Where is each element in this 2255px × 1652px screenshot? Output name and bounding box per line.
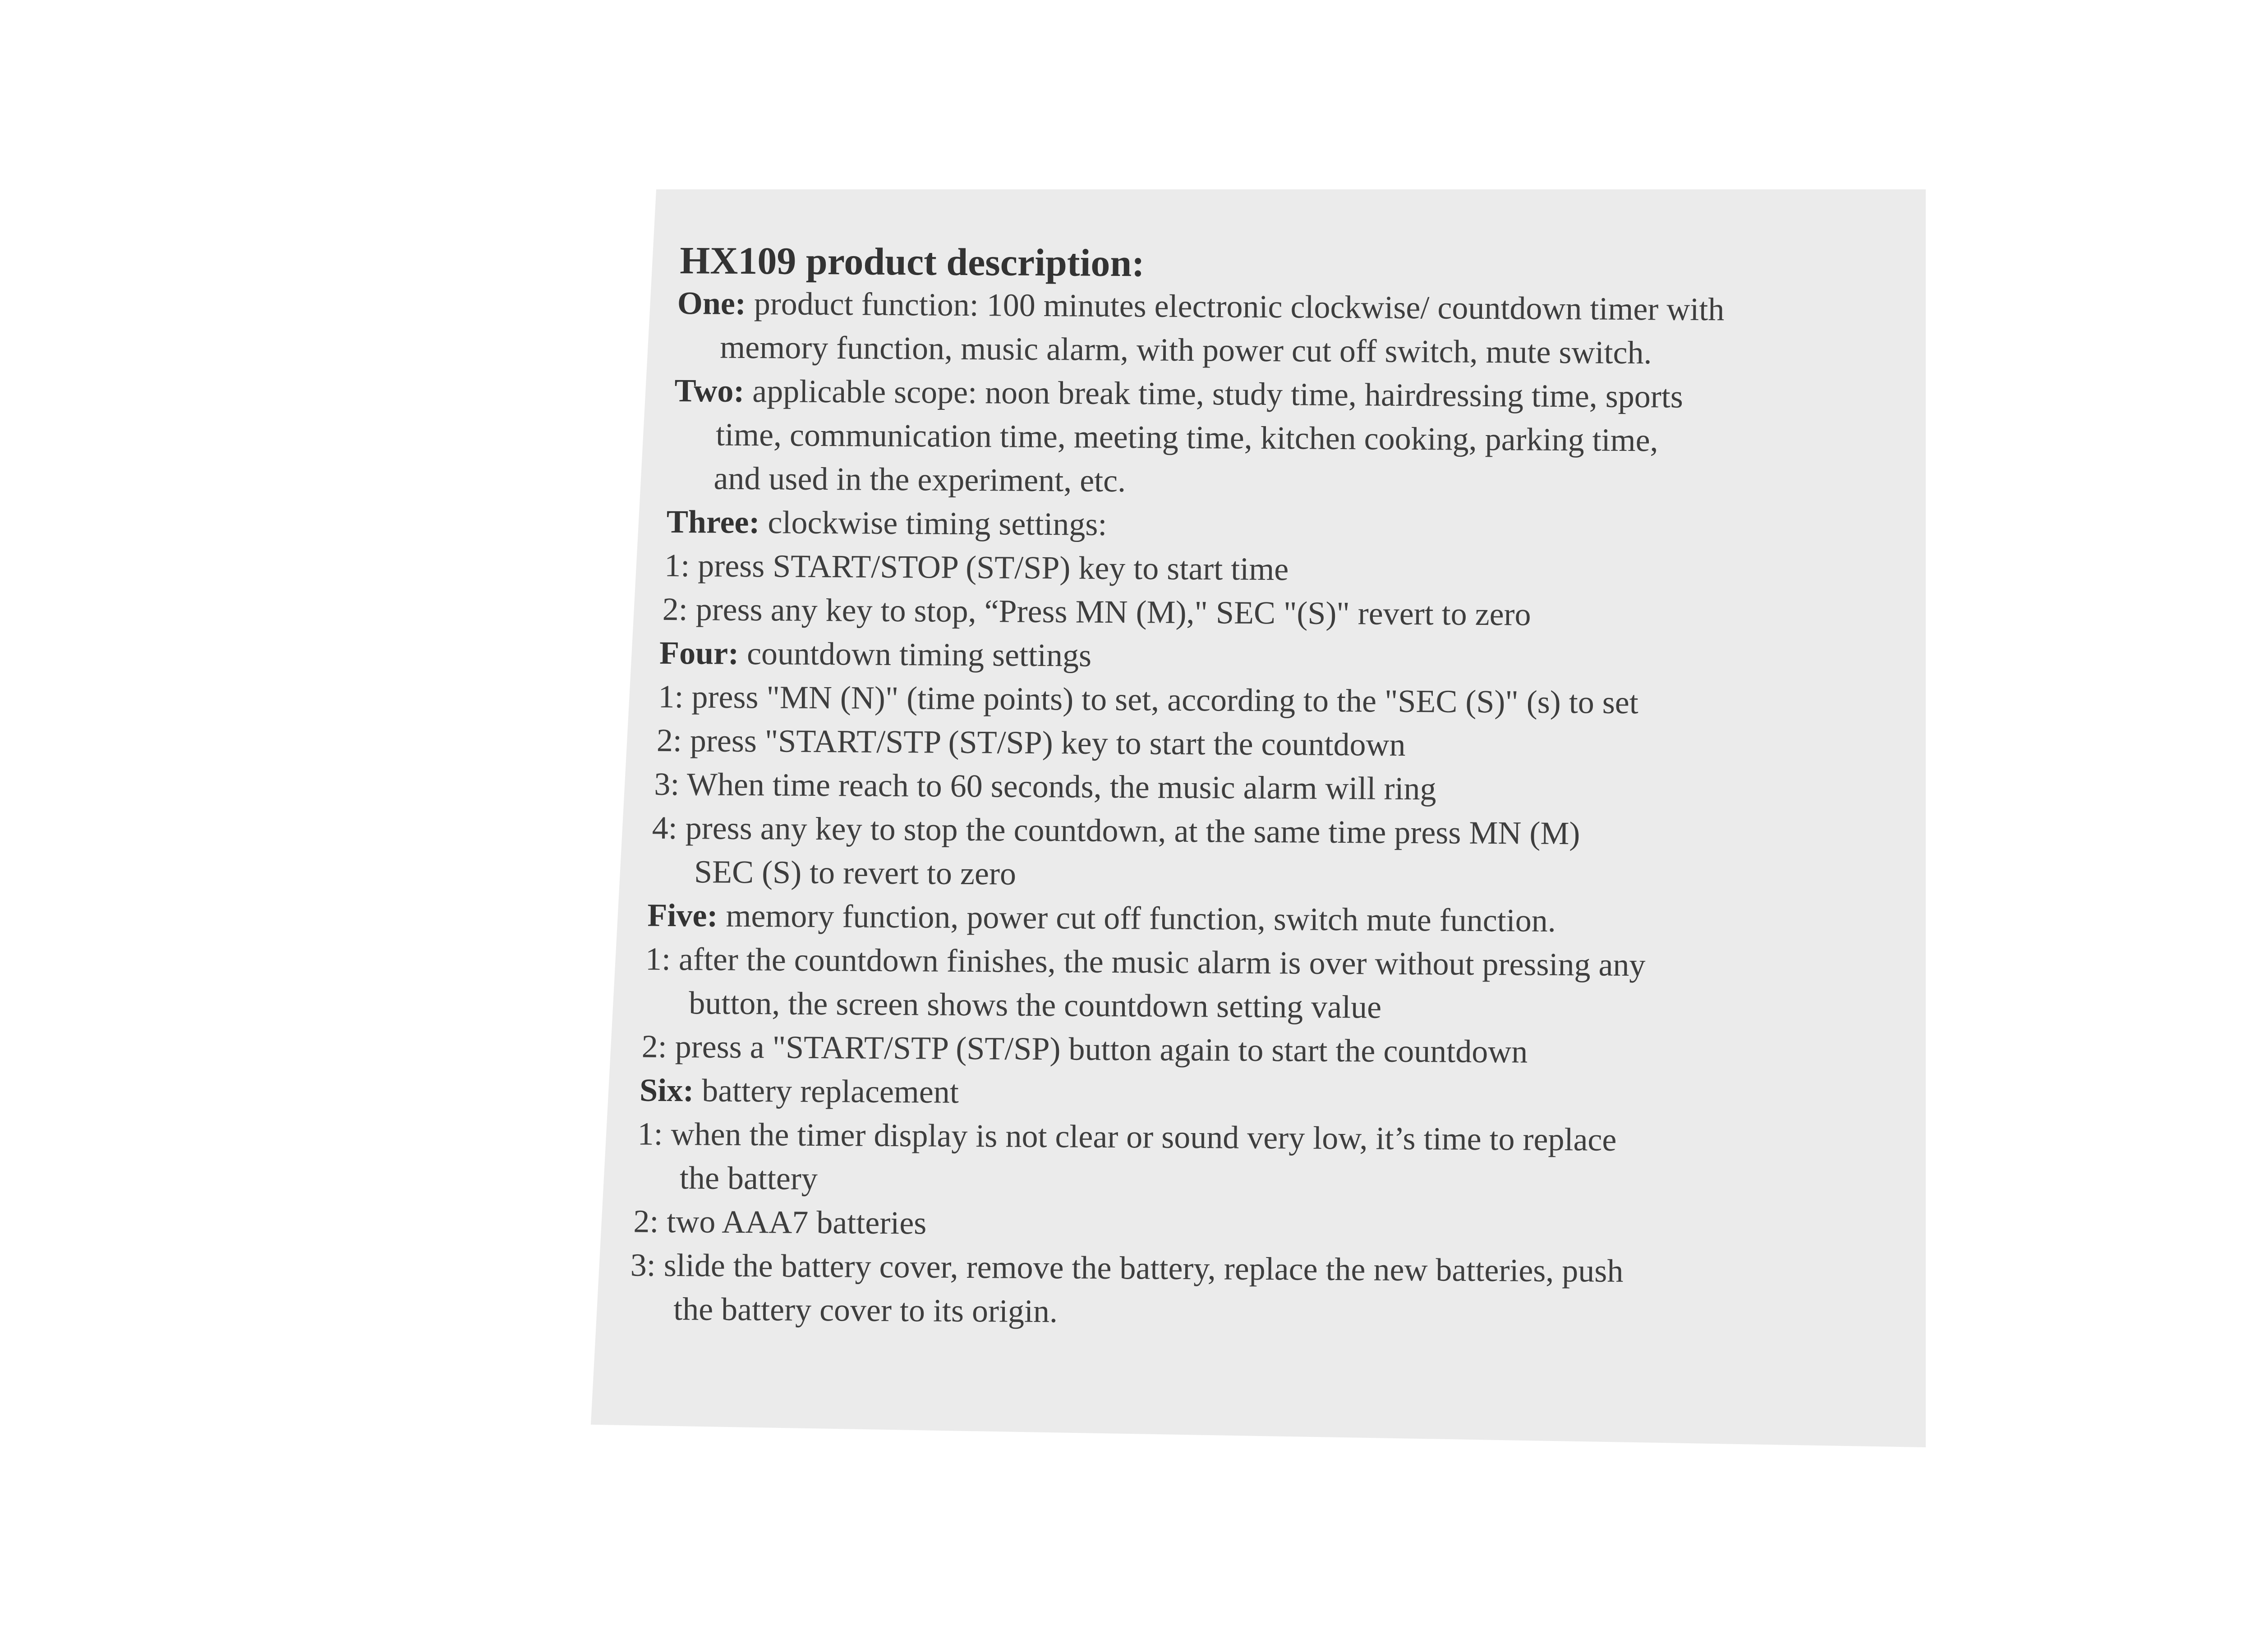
text-line-20: 1: when the timer display is not clear or sound very low, it’s time to replace [637, 1115, 1617, 1158]
text-line-17: button, the screen shows the countdown setting value [689, 985, 1382, 1025]
section-label-six: Six: [639, 1072, 694, 1109]
text-line-1-content: product function: 100 minutes electronic clockwise/ countdown timer with [746, 285, 1725, 328]
text-line-2: memory function, music alarm, with power cut off switch, mute switch. [720, 329, 1652, 371]
text-line-3 [674, 370, 1683, 417]
document-title: HX109 product description: [680, 239, 1145, 285]
text-line-22: 2: two AAA7 batteries [633, 1203, 927, 1241]
section-label-one: One: [677, 285, 746, 321]
text-line-19 [640, 1070, 959, 1112]
text-line-14: SEC (S) to revert to zero [694, 854, 1017, 892]
section-label-two: Two: [674, 372, 745, 409]
text-line-12: 3: When time reach to 60 seconds, the music alarm will ring [654, 766, 1436, 807]
text-line-19-content: battery replacement [693, 1072, 959, 1110]
text-line-18: 2: press a "START/STP (ST/SP) button again to start the countdown [641, 1028, 1528, 1070]
text-line-4: time, communication time, meeting time, kitchen cooking, parking time, [715, 416, 1658, 459]
text-line-1 [677, 283, 1725, 330]
text-line-6-content: clockwise timing settings: [759, 504, 1107, 542]
text-line-16: 1: after the countdown finishes, the music alarm is over without pressing any [645, 941, 1646, 983]
text-line-11: 2: press "START/STP (ST/SP) key to start the countdown [656, 722, 1406, 763]
text-line-5: and used in the experiment, etc. [713, 460, 1126, 499]
text-line-9 [659, 633, 1091, 676]
section-label-three: Three: [666, 503, 760, 541]
text-line-23: 3: slide the battery cover, remove the battery, replace the new batteries, push [630, 1247, 1624, 1289]
text-line-9-content: countdown timing settings [738, 635, 1092, 674]
section-label-five: Five: [647, 897, 718, 934]
text-line-3-content: applicable scope: noon break time, study time, hairdressing time, sports [744, 372, 1684, 415]
text-line-21: the battery [679, 1160, 818, 1197]
text-line-8: 2: press any key to stop, “Press MN (M)," SEC "(S)" revert to zero [662, 591, 1531, 633]
text-line-6 [667, 501, 1107, 545]
text-line-7: 1: press START/STOP (ST/SP) key to start time [664, 547, 1289, 587]
section-label-four: Four: [659, 634, 739, 671]
text-line-24: the battery cover to its origin. [673, 1291, 1058, 1330]
text-line-10: 1: press "MN (N)" (time points) to set, according to the "SEC (S)" (s) to set [658, 678, 1639, 721]
text-line-13: 4: press any key to stop the countdown, at the same time press MN (M) [652, 809, 1580, 852]
text-line-15 [647, 895, 1556, 941]
text-line-15-content: memory function, power cut off function, switch mute function. [718, 897, 1556, 939]
